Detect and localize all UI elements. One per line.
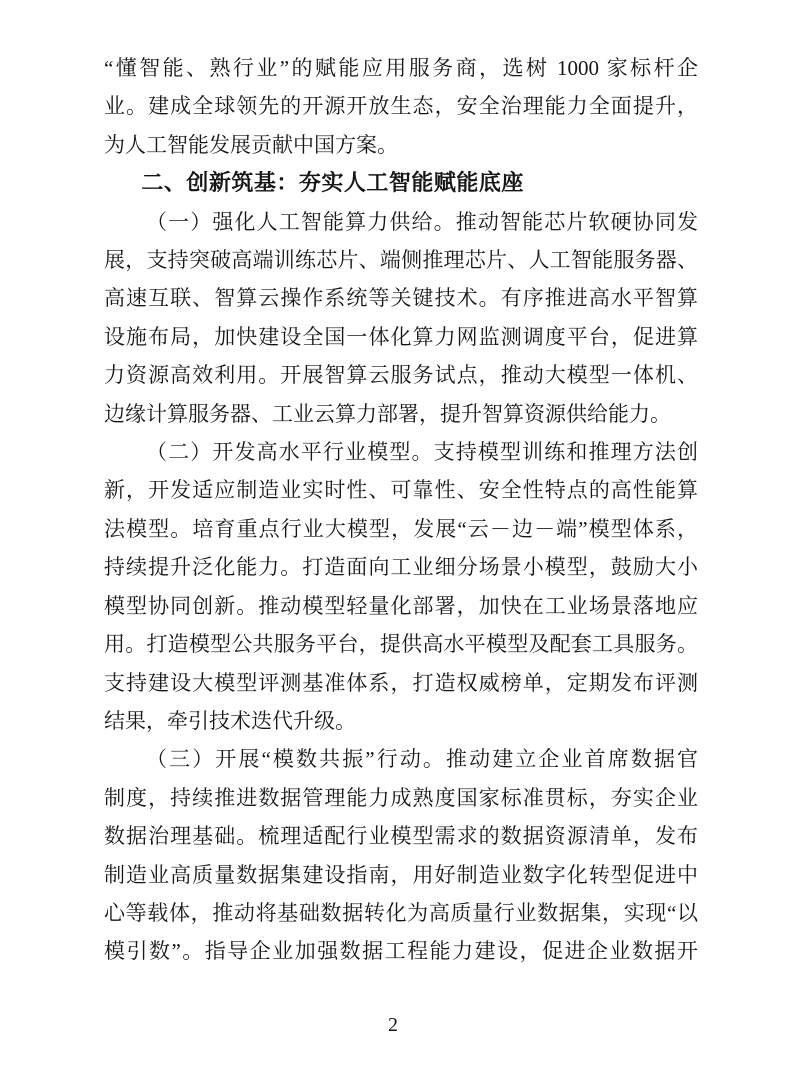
text-line: 展，支持突破高端训练芯片、端侧推理芯片、人工智能服务器、 bbox=[104, 248, 698, 273]
item-1-paragraph bbox=[104, 203, 698, 433]
page-number: 2 bbox=[388, 1014, 398, 1036]
text-line: 边缘计算服务器、工业云算力部署，提升智算资源供给能力。 bbox=[104, 401, 671, 426]
text-line: 结果，牵引技术迭代升级。 bbox=[104, 708, 356, 733]
item-2-paragraph bbox=[104, 433, 698, 740]
line-text: 推动智能芯片软硬协同发 bbox=[455, 209, 698, 234]
text-line: 用。打造模型公共服务平台，提供高水平模型及配套工具服务。 bbox=[104, 632, 698, 657]
text-line: 为人工智能发展贡献中国方案。 bbox=[104, 132, 398, 157]
text-line: 设施布局，加快建设全国一体化算力网监测调度平台，促进算 bbox=[104, 324, 698, 349]
text-line: 法模型。培育重点行业大模型，发展“云－边－端”模型体系， bbox=[104, 516, 698, 541]
text-line: 模型协同创新。推动模型轻量化部署，加快在工业场景落地应 bbox=[104, 593, 698, 618]
item-lead-sentence: （二）开发高水平行业模型。 bbox=[146, 440, 434, 465]
item-lead-sentence: （三）开展“模数共振”行动。 bbox=[146, 747, 447, 772]
text-line bbox=[104, 203, 698, 241]
document-body bbox=[104, 49, 698, 971]
text-line bbox=[104, 433, 698, 471]
line-text: 支持模型训练和推理方法创 bbox=[433, 440, 698, 465]
text-line: 制度，持续推进数据管理能力成熟度国家标准贯标，夯实企业 bbox=[104, 785, 698, 810]
text-line: 制造业高质量数据集建设指南，用好制造业数字化转型促进中 bbox=[104, 862, 698, 887]
item-3-paragraph bbox=[104, 740, 698, 970]
line-text: 推动建立企业首席数据官 bbox=[446, 747, 698, 772]
section-2-heading: 二、创新筑基：夯实人工智能赋能底座 bbox=[141, 170, 524, 196]
text-line: 高速互联、智算云操作系统等关键技术。有序推进高水平智算 bbox=[104, 286, 698, 311]
text-line: 新，开发适应制造业实时性、可靠性、安全性特点的高性能算 bbox=[104, 478, 698, 503]
text-line bbox=[104, 740, 698, 778]
text-line: 模引数”。指导企业加强数据工程能力建设，促进企业数据开 bbox=[104, 939, 698, 964]
text-line: 心等载体，推动将基础数据转化为高质量行业数据集，实现“以 bbox=[104, 900, 698, 925]
text-line: 支持建设大模型评测基准体系，打造权威榜单，定期发布评测 bbox=[104, 670, 698, 695]
text-line: 力资源高效利用。开展智算云服务试点，推动大模型一体机、 bbox=[104, 363, 698, 388]
text-line: 业。建成全球领先的开源开放生态，安全治理能力全面提升， bbox=[104, 94, 698, 119]
text-line: 持续提升泛化能力。打造面向工业细分场景小模型，鼓励大小 bbox=[104, 555, 698, 580]
paragraph-carryover bbox=[104, 49, 698, 164]
text-line: 数据治理基础。梳理适配行业模型需求的数据资源清单，发布 bbox=[104, 824, 698, 849]
item-lead-sentence: （一）强化人工智能算力供给。 bbox=[146, 209, 456, 234]
text-line: “懂智能、熟行业”的赋能应用服务商，选树 1000 家标杆企 bbox=[104, 56, 698, 80]
